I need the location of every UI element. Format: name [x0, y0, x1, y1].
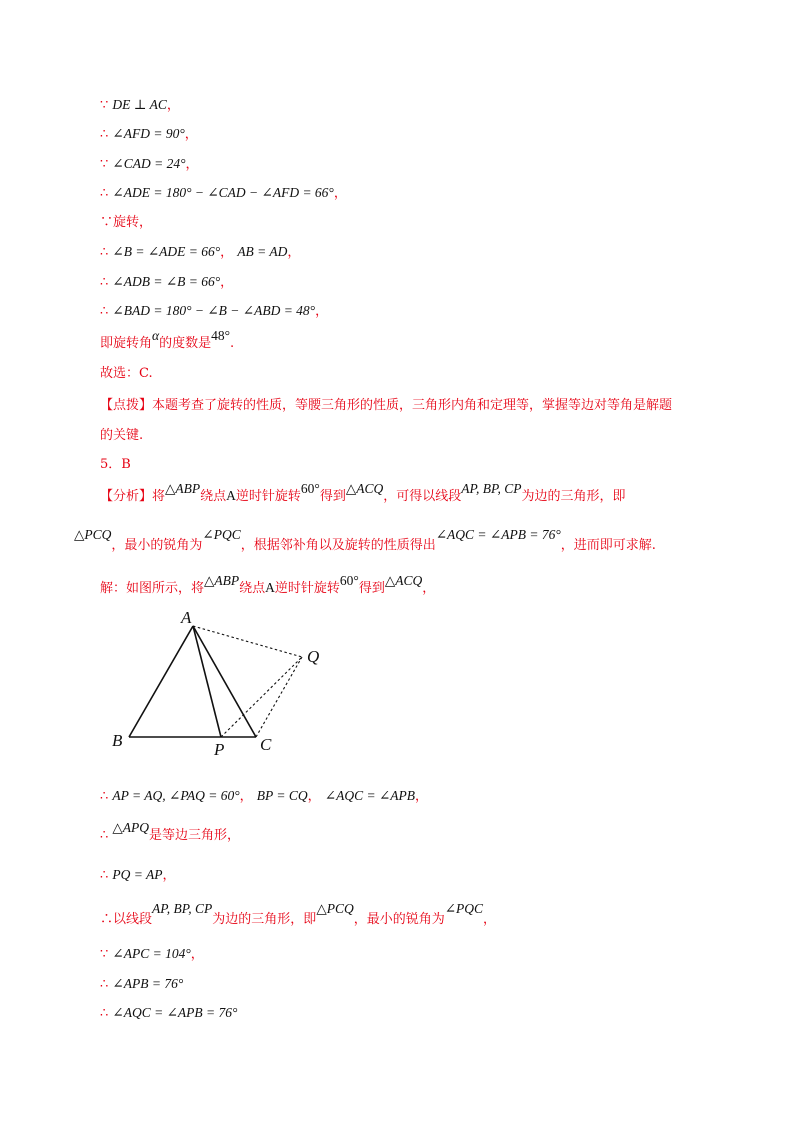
therefore-symbol: ∴ — [100, 1006, 109, 1021]
punctuation: ， — [483, 912, 497, 927]
line-3 — [100, 155, 199, 174]
text: 的度数是 — [159, 336, 212, 351]
line-22 — [100, 975, 183, 994]
text: 绕点 — [239, 581, 266, 596]
line-14 — [100, 481, 626, 506]
therefore-symbol: ∴ — [100, 868, 109, 883]
math-triangle: △PCQ — [74, 527, 112, 542]
therefore-symbol: ∴ — [100, 789, 109, 804]
text: 【分析】将 — [100, 489, 166, 504]
therefore-symbol: ∴ — [100, 127, 109, 142]
math-expression: ∠BAD = 180° − ∠B − ∠ABD = 48° — [112, 303, 316, 318]
segment-cq — [256, 657, 302, 737]
point-label: A — [265, 580, 275, 595]
line-15 — [74, 527, 656, 555]
line-18 — [100, 820, 241, 845]
line-10 — [100, 365, 153, 383]
math-angle: ∠PQC — [444, 901, 484, 916]
geometry-figure — [108, 604, 338, 764]
line-11 — [100, 397, 672, 415]
punctuation: ， — [184, 127, 198, 142]
line-2 — [100, 125, 198, 144]
text: 得到 — [358, 581, 385, 596]
line-23 — [100, 1004, 237, 1023]
label-c: C — [260, 735, 272, 754]
punctuation: ， — [415, 789, 429, 804]
line-5 — [100, 214, 152, 232]
tip-text-cont: 的关键. — [100, 428, 144, 443]
text: 为边的三角形，即 — [521, 489, 626, 504]
text: 为边的三角形，即 — [212, 912, 317, 927]
tip-text: 【点拨】本题考查了旋转的性质，等腰三角形的性质，三角形内角和定理等，掌握等边对等角是解题 — [100, 398, 673, 413]
label-a: A — [181, 608, 192, 627]
math-expression: ∠CAD = 24° — [112, 156, 186, 171]
label-b: B — [112, 731, 123, 750]
math-expression-2: BP = CQ — [256, 788, 308, 803]
line-13 — [100, 456, 131, 474]
math-triangle-2: △ACQ — [384, 573, 423, 588]
math-triangle: △APQ — [112, 820, 150, 835]
math-expression-2: AB = AD — [237, 244, 288, 259]
line-21 — [100, 945, 204, 964]
answer-text: 故选：C. — [100, 366, 153, 381]
segment-ac — [193, 626, 256, 737]
segment-ab — [129, 626, 193, 737]
line-6 — [100, 243, 300, 262]
line-12 — [100, 427, 143, 445]
text: 绕点 — [200, 489, 227, 504]
math-expression: ∠AFD = 90° — [112, 126, 185, 141]
text: 得到 — [319, 489, 346, 504]
line-1 — [100, 96, 180, 115]
line-8 — [100, 302, 328, 321]
text: ， — [422, 581, 436, 596]
angle-value: 48° — [211, 328, 231, 343]
math-expression-3: ∠AQC = ∠APB — [324, 788, 416, 803]
therefore-symbol: ∴ — [100, 275, 109, 290]
punctuation: ， — [287, 245, 301, 260]
math-expression: DE ⊥ AC — [112, 97, 167, 112]
punctuation: ， — [239, 789, 253, 804]
label-p: P — [214, 740, 225, 759]
math-triangle: △PCQ — [316, 901, 354, 916]
text: ，最小的锐角为 — [111, 538, 203, 553]
label-q: Q — [307, 647, 320, 666]
therefore-symbol: ∴ — [100, 245, 109, 260]
segment-aq — [193, 626, 302, 657]
punctuation: ， — [220, 275, 234, 290]
segment-ap — [193, 626, 221, 737]
punctuation: . — [230, 336, 235, 351]
therefore-symbol: ∴ — [100, 186, 109, 201]
punctuation: ， — [333, 186, 347, 201]
text: 以线段 — [113, 912, 153, 927]
line-19 — [100, 866, 176, 885]
therefore-symbol: ∴ — [100, 828, 109, 843]
math-expression: ∠AQC = ∠APB = 76° — [112, 1005, 238, 1020]
point-label: A — [226, 488, 236, 503]
math-triangle: △ABP — [204, 573, 240, 588]
text: 逆时针旋转 — [274, 581, 340, 596]
punctuation: ， — [190, 947, 204, 962]
because-symbol: ∵ — [100, 98, 109, 113]
math-segments: AP, BP, CP — [152, 901, 213, 916]
text: ，最小的锐角为 — [353, 912, 445, 927]
math-expression: ∠ADB = ∠B = 66° — [112, 274, 221, 289]
text: 解：如图所示，将 — [100, 581, 205, 596]
therefore-symbol: ∴ — [100, 304, 109, 319]
line-16 — [100, 573, 436, 598]
question-number: 5．B — [100, 457, 131, 472]
text: 即旋转角 — [100, 336, 153, 351]
because-symbol: ∵ — [100, 215, 114, 230]
math-expression: ∠APC = 104° — [112, 946, 191, 961]
text: 是等边三角形， — [149, 828, 241, 843]
because-symbol: ∵ — [100, 947, 109, 962]
punctuation: ， — [166, 98, 180, 113]
punctuation: ， — [185, 157, 199, 172]
angle-value: 60° — [339, 573, 359, 588]
alpha-symbol: α — [152, 328, 160, 343]
angle-value: 60° — [300, 481, 320, 496]
text: ，根据邻补角以及旋转的性质得出 — [240, 538, 436, 553]
math-expression: ∠ADE = 180° − ∠CAD − ∠AFD = 66° — [112, 185, 334, 200]
text: 逆时针旋转 — [235, 489, 301, 504]
text: ，可得以线段 — [383, 489, 462, 504]
math-triangle-2: △ACQ — [345, 481, 384, 496]
math-angle: ∠PQC — [202, 527, 241, 542]
text: ，进而即可求解. — [560, 538, 656, 553]
punctuation: ， — [315, 304, 329, 319]
math-triangle: △ABP — [165, 481, 201, 496]
therefore-symbol: ∴ — [100, 912, 114, 927]
punctuation: ， — [162, 868, 176, 883]
math-segments: AP, BP, CP — [461, 481, 522, 496]
math-expression: AP = AQ, ∠PAQ = 60° — [112, 788, 240, 803]
line-4 — [100, 184, 347, 203]
therefore-symbol: ∴ — [100, 977, 109, 992]
line-17 — [100, 787, 428, 806]
line-9 — [100, 328, 235, 353]
math-expression: ∠APB = 76° — [112, 976, 184, 991]
math-expression: PQ = AP — [112, 867, 163, 882]
text: 旋转， — [113, 215, 153, 230]
punctuation: ， — [220, 245, 234, 260]
math-expression: ∠B = ∠ADE = 66° — [112, 244, 221, 259]
line-7 — [100, 273, 233, 292]
math-expression: ∠AQC = ∠APB = 76° — [435, 527, 561, 542]
punctuation: ， — [307, 789, 321, 804]
line-20 — [100, 901, 497, 929]
because-symbol: ∵ — [100, 157, 109, 172]
